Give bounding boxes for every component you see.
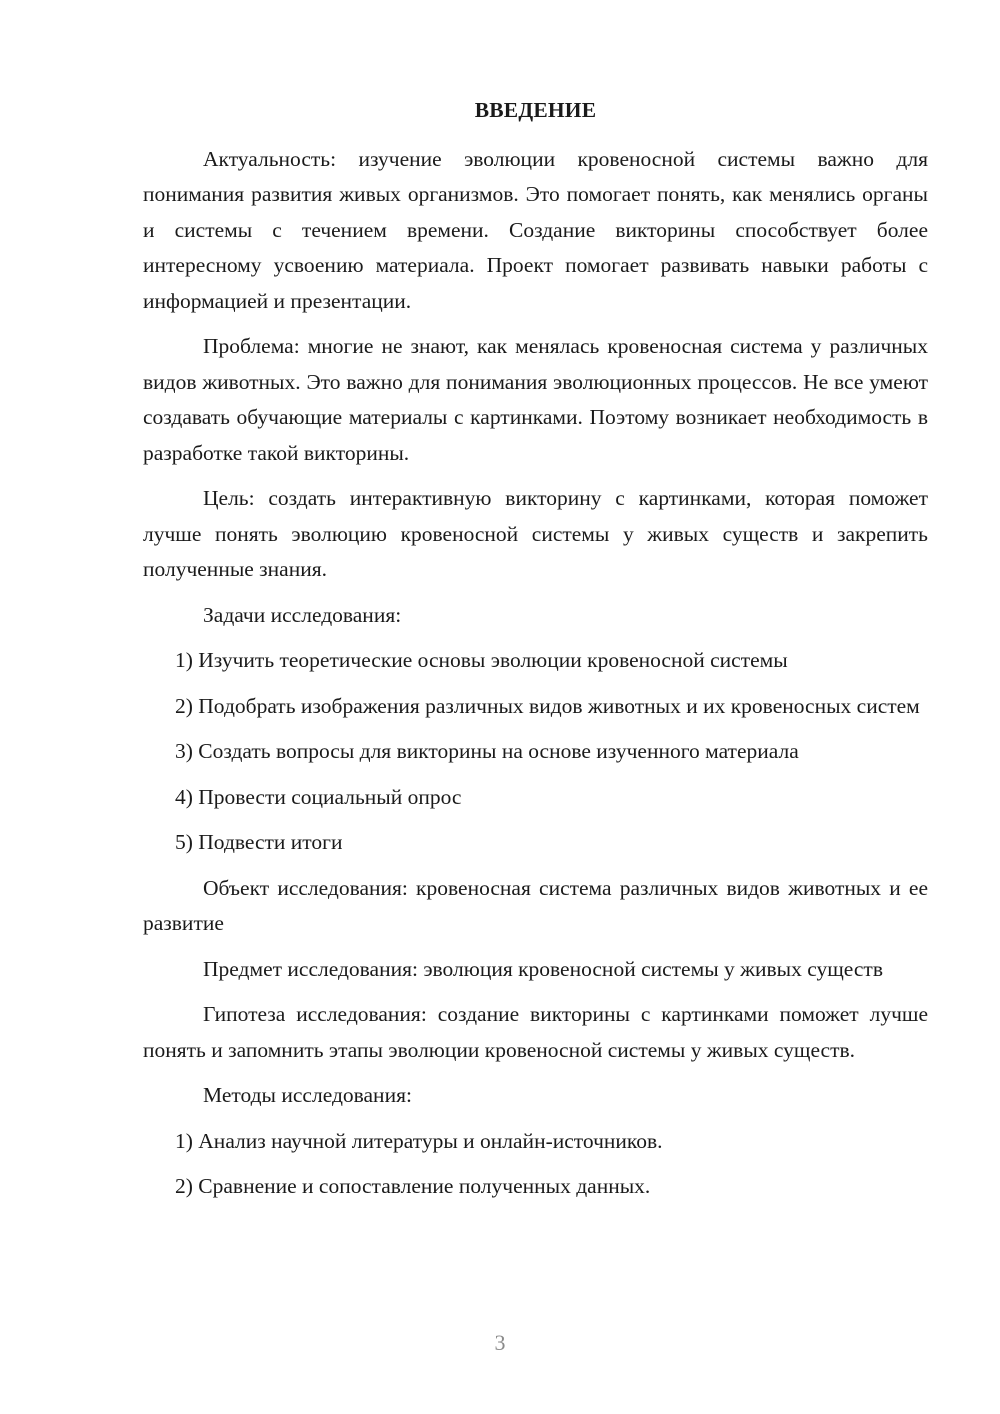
hypothesis-paragraph: Гипотеза исследования: создание викторины с картинками поможет лучше понять и запомнить этапы эволюции кровеносной системы у живых существ.: [143, 1002, 928, 1062]
relevance-paragraph: Актуальность: изучение эволюции кровеносной системы важно для понимания развития живых организмов. Это помогает понять, как менялись органы и системы с течением времени. Создание викторины способствует более интересному усвоению материала. Проект помогает развивать навыки работы с информацией и презентации.: [143, 146, 928, 313]
method-item-1: 1) Анализ научной литературы и онлайн-источников.: [175, 1128, 663, 1153]
document-page: [143, 93, 928, 1215]
goal-paragraph: Цель: создать интерактивную викторину с картинками, которая поможет лучше понять эволюцию кровеносной системы у живых существ и закрепить полученные знания.: [143, 486, 928, 581]
page-number: 3: [494, 1330, 506, 1355]
task-item-5: 5) Подвести итоги: [175, 830, 343, 854]
method-item-2: 2) Сравнение и сопоставление полученных данных.: [175, 1174, 651, 1198]
task-item-1: 1) Изучить теоретические основы эволюции кровеносной системы: [175, 648, 788, 672]
tasks-heading: Задачи исследования:: [203, 602, 402, 627]
subject-paragraph: Предмет исследования: эволюция кровеносной системы у живых существ: [203, 956, 883, 981]
task-item-2: 2) Подобрать изображения различных видов животных и их кровеносных систем: [175, 693, 920, 718]
methods-heading: Методы исследования:: [203, 1083, 412, 1107]
problem-paragraph: Проблема: многие не знают, как менялась кровеносная система у различных видов животных. Это важно для понимания эволюционных процессов. Не все умеют создавать обучающие материалы с картинками. Поэтому возникает необходимость в разработке такой викторины.: [143, 334, 928, 465]
task-item-4: 4) Провести социальный опрос: [175, 784, 462, 809]
page-title: ВВЕДЕНИЕ: [474, 98, 597, 122]
object-paragraph: Объект исследования: кровеносная система различных видов животных и ее развитие: [143, 875, 928, 935]
task-item-3: 3) Создать вопросы для викторины на основе изученного материала: [175, 739, 799, 763]
